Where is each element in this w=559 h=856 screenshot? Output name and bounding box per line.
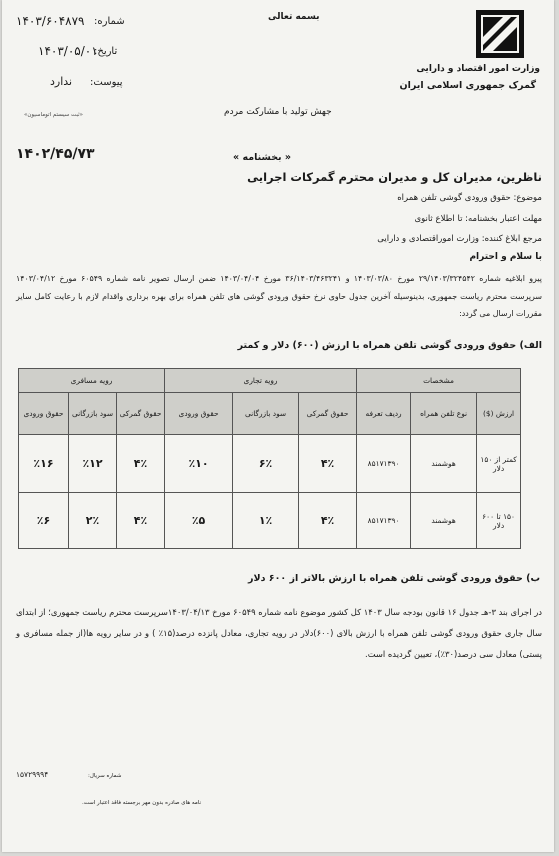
circular-number: ۱۴۰۲/۴۵/۷۳ (16, 146, 95, 162)
header-passenger: رویه مسافری (19, 369, 165, 393)
reference-line: مرجع ابلاغ کننده: وزارت اموراقتصادی و دارایی (377, 234, 542, 244)
row-commercial-entry: ٪۱۰ (165, 435, 233, 493)
automation-note: «ثبت سیستم اتوماسیون» (24, 112, 83, 118)
col-commercial-customs: حقوق گمرکی (299, 393, 357, 435)
paragraph-2: در اجرای بند ۳-هـ جدول ۱۶ قانون بودجه سال ۱۴۰۳ کل کشور موضوع نامه شماره ۶۰۵۴۹ مورخ ۱۴۰۳/۰۴/۱۳سرپرست محترم ریاست جمهوری؛ از ابتدای سال جاری حقوق ورودی گوشی تلفن همراه با ارزش بالای (۶۰۰)دلار در رویه تجاری، معادل پانزده درصد(۱۵٪ ) و در سایر رویه ها(از جمله مسافری و پستی) معادل سی درصد(۳۰٪)، تعیین گردیده است. (16, 607, 542, 659)
tariff-table (18, 368, 521, 549)
col-commercial-profit: سود بازرگانی (233, 393, 299, 435)
ministry-name: وزارت امور اقتصاد و دارایی (416, 64, 540, 74)
row-commercial-profit: ۶٪ (233, 435, 299, 493)
row-passenger-customs: ۴٪ (117, 493, 165, 549)
row-phone-type: هوشمند (411, 435, 477, 493)
row-phone-type: هوشمند (411, 493, 477, 549)
row-passenger-profit: ۲٪ (69, 493, 117, 549)
letter-number-value: ۱۴۰۳/۶۰۴۸۷۹ (16, 14, 85, 28)
row-value: ۱۵۰ تا ۶۰۰ دلار (477, 493, 521, 549)
circular-title: « بخشنامه » (233, 152, 292, 163)
attachment-value: ندارد (50, 75, 73, 88)
section-a-heading: الف) حقوق ورودی گوشی تلفن همراه با ارزش (۶۰۰) دلار و کمتر (237, 340, 542, 351)
letter-number-label: شماره: (94, 16, 125, 27)
customs-name: گمرک جمهوری اسلامی ایران (399, 80, 536, 91)
row-passenger-entry: ٪۶ (19, 493, 69, 549)
greeting: با سلام و احترام (469, 252, 542, 262)
col-passenger-entry: حقوق ورودی (19, 393, 69, 435)
header-commercial: رویه تجاری (165, 369, 357, 393)
row-commercial-entry: ٪۵ (165, 493, 233, 549)
customs-logo-icon (474, 8, 526, 60)
header-specs: مشخصات (357, 369, 521, 393)
row-tariff: ۸۵۱۷۱۳۹۰ (357, 435, 411, 493)
slogan: جهش تولید با مشارکت مردم (224, 107, 332, 117)
circular-document (2, 0, 554, 852)
row-value: کمتر از ۱۵۰ دلار (477, 435, 521, 493)
serial-number: ۱۵۷۲۹۹۹۴ (16, 770, 49, 779)
row-passenger-customs: ۴٪ (117, 435, 165, 493)
bismillah: بسمه تعالی (268, 12, 320, 22)
validity-line: مهلت اعتبار بخشنامه: تا اطلاع ثانوی (414, 214, 542, 224)
row-commercial-customs: ۴٪ (299, 493, 357, 549)
row-commercial-profit: ۱٪ (233, 493, 299, 549)
attachment-label: پیوست: (90, 77, 123, 88)
col-tariff: ردیف تعرفه (357, 393, 411, 435)
col-commercial-entry: حقوق ورودی (165, 393, 233, 435)
col-passenger-profit: سود بازرگانی (69, 393, 117, 435)
addressee: ناظرین، مدیران کل و مدیران محترم گمرکات اجرایی (247, 170, 542, 184)
row-commercial-customs: ۴٪ (299, 435, 357, 493)
col-value: ارزش ($) (477, 393, 521, 435)
subject-line: موضوع: حقوق ورودی گوشی تلفن همراه (397, 193, 542, 203)
paragraph-1: پیرو ابلاغیه شماره ۲۹/۱۴۰۳/۳۲۴۵۴۲ مورخ ۱۴۰۳/۰۳/۸۰ و ۳۶/۱۴۰۳/۴۶۳۲۴۱ مورخ ۱۴۰۳/۰۴/۰۴ ضمن ارسال تصویر نامه شماره ۶۰۵۴۹ مورخ ۱۴۰۳/۰۴/۱۲ سرپرست محترم ریاست جمهوری، بدینوسیله آخرین جدول حاوی نرخ حقوق ورودی گوشی های تلفن همراه برای بهره برداری واقدام لازم با رعایت کامل سایر مقررات ارسال می گردد: (16, 274, 542, 318)
letter-date-label: تاریخ: (94, 46, 118, 57)
table-row (19, 493, 521, 549)
row-passenger-profit: ٪۱۲ (69, 435, 117, 493)
letter-date-value: ۱۴۰۳/۰۵/۰۱ (38, 44, 98, 58)
table-row (19, 435, 521, 493)
col-phone-type: نوع تلفن همراه (411, 393, 477, 435)
footer-note: نامه های صادره بدون مهر برجسته فاقد اعتبار است. (82, 800, 201, 806)
serial-label: شماره سریال: (88, 773, 122, 779)
col-passenger-customs: حقوق گمرکی (117, 393, 165, 435)
row-passenger-entry: ٪۱۶ (19, 435, 69, 493)
section-b-heading: ب) حقوق ورودی گوشی تلفن همراه با ارزش بالاتر از ۶۰۰ دلار (248, 573, 540, 584)
row-tariff: ۸۵۱۷۱۳۹۰ (357, 493, 411, 549)
